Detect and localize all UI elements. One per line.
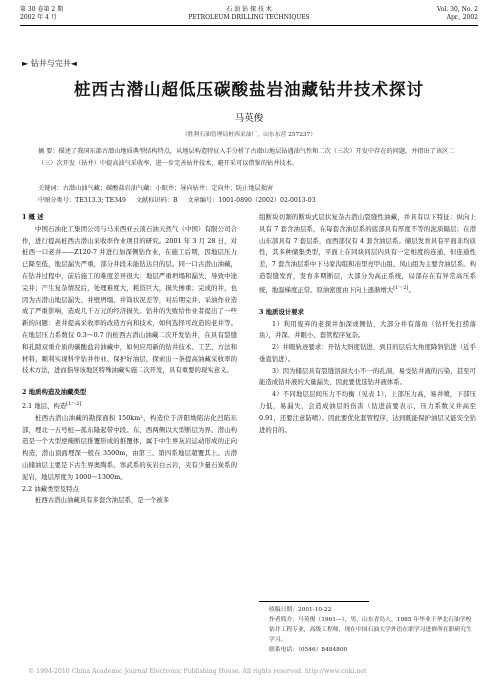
keywords-text: 古潜山油气藏；碳酸盐岩油气藏；小眼井；导向钻井；定向井；防止地层损害 xyxy=(62,185,274,192)
paper-title: 桩西古潜山超低压碳酸盐岩油藏钻井技术探讨 xyxy=(74,80,424,99)
section-heading-1: 1 概 述 xyxy=(22,213,44,221)
body-column-left xyxy=(22,212,237,507)
journal-name: 石 油 钻 探 技 术 PETROLEUM DRILLING TECHNIQUES xyxy=(188,6,310,21)
paragraph: 桩西古潜山油藏具有多套含油层系，是一个被多 xyxy=(35,496,170,505)
section-heading-3: 3 地质设计要求 xyxy=(259,307,305,316)
citation: [1～2] xyxy=(66,400,82,407)
list-item: 4）不同地层层间压力不均衡（见表 1），上部压力高，易井喷，下部压力低，易漏失，会造成油层的伤害（钻进前要表示，压力系数又井高至 0.91，还要注意防喷）。因此要优化套管程序，达到既能保护油层又能安全钻进的目的。 xyxy=(259,390,476,434)
document-code: 文献标识码：B xyxy=(135,197,178,204)
received-date: 收稿日期：2001-10-22 xyxy=(269,607,332,613)
paragraph: 组断块切割的断块式层状复杂古潜山裂缝性油藏，并具有以下特征：纵向上具有 7 套含油层系，在每套含油层系的底部具有厚度不等的泥质隔层；在潜山东部具有 7 套层系，而西部仅有 4 套含油层系。储层发育具有平面非均质性，其多种储集类型，平面上在同块同层内具有一定相度的连通，但连通性差，7 套含油层系中下马家沟组和冶里亮甲山组、凤山组为主要含油层系。构造裂缝发育，发育多期断层，大部分为高正系统，局部存在有异常高压系统，地温梯度正常。原油密度由下向上逐渐增大[1～2]。 xyxy=(259,213,476,294)
keywords-label: 关键词： xyxy=(38,185,63,192)
citation: [1～2] xyxy=(393,284,409,291)
subsection-heading-2-1: 2.1 地层、构造[1～2] xyxy=(22,400,82,411)
header-rule xyxy=(20,25,478,26)
article-meta xyxy=(38,183,460,207)
clc-number: 中图分类号：TE313.3; TE349 xyxy=(38,197,126,204)
journal-volume: 第 30 卷第 2 期 2002 年 4 月 xyxy=(20,6,64,21)
journal-volume-en: Vol. 30, No. 2 Apr., 2002 xyxy=(437,6,478,21)
footnote xyxy=(259,601,476,655)
list-item: 3）因为储层具有裂缝溶洞大小不一的孔洞，易受钻井液的污染，甚至可能造成钻井液的大量漏失，因此要优选钻井液体系。 xyxy=(259,366,476,387)
list-item: 2）井眼轨迹要求：开钻大斜度钻进，到目的层后大角度降斜钻进（近乎垂直钻进）。 xyxy=(259,343,476,363)
author-bio: 作者简介：马英俊（1961—），男，山东青岛人，1985 年毕业于华北石油学校钻井工程专业，高级工程师，现在中国石油大学外语在职学习进修所在职研究生学习。 xyxy=(269,617,472,643)
classification-row xyxy=(38,195,460,207)
contact-phone: 联系电话：（0546）8484800 xyxy=(269,647,348,653)
section-tag: ► 钻井与完井◄ xyxy=(22,59,77,68)
paragraph: 桩西古潜山油藏的勘探面积 150km²，构造位于济阳坳陷沾化凹陷东部，埋北一五号桩—孤东隆起带中段。东、西两侧以大型断层为界。潜山构造是一个大型逆掩断层推覆形成的推覆体，属于中生界灰岩运动形成的正向构造，潜山顶面埋深一般在 3500m，由第三、第四系地层超覆其上。古潜山储油层主要是下古生界奥陶系、寒武系的灰岩白云岩，夹有少量石炭系的泥岩，地层厚度为 1000～1300m。 xyxy=(22,413,237,481)
author-name: 马英俊 xyxy=(234,113,264,124)
copyright-footer: © 1994-2010 China Academic Journal Electronic Publishing House. All rights reserved. http://www.cnki.net xyxy=(28,668,367,675)
author-affiliation: （胜利石油管理局桩西采油厂，山东东营 257237） xyxy=(181,132,317,138)
section-heading-2: 2 地质构造及油藏类型 xyxy=(22,388,87,397)
keywords xyxy=(38,183,460,195)
footnote-rule xyxy=(259,601,369,602)
body-column-right xyxy=(259,212,476,436)
article-number: 文章编号：1001-0890（2002）02-0013-03 xyxy=(187,197,316,204)
abstract-text: 描述了我国东部古潜山地质典型结构特点，从地层构造特征入手分析了古潜山地层钻遇油气性和二次（三次）开发中存在的问题，并指出了该区二（三）次开发（钻井）中提高油气采收率，进一步完善钻井技术，避开采可以借鉴的钻井技术。 xyxy=(38,148,455,167)
abstract-label: 摘 要： xyxy=(38,148,59,155)
subsection-heading-2-2: 2.2 油藏类型及特点 xyxy=(22,484,79,493)
paragraph: 中国石油化工集团公司与马来西亚云顶石油天然气（中国）有限公司合作，进行提高桩西古潜山采收率作业项目的研究。2001 年 3 月 28 日，对桩西一口老井——Z120-7 井进行加深侧钻作业，在施工后期，因地层压力已降至低，地层漏失严重，部分井段未能钻达目的层。同一口古潜山油藏，在钻井过程中，前后施工的难度差异很大：地层严重坍塌和漏失，导致中途完井；产生复杂情况后，处理难度大，耗资巨大，损失惨重；完成的井，也因为古潜山地层漏失、井壁坍塌、井筒状况差等，对后期完井、采油作业造成了严重影响，造成几千万元的经济损失。钻井的失败给作业者提出了一些新的问题：老井提高采收率的改造方向和技术，如何选择可改造的老井等。在地层压力系数仅 0.3～0.7 的桩西古潜山油藏二次开发钻井，在具有裂缝和孔隙双重介质的碳酸盐岩油藏中，如何应用新的钻井技术、工艺、方法和材料，顺利实现科学钻井作业、保护好油层，探索出一条提高油藏采收率的技术方法，进而指导该地区特殊油藏实施二次开发，具有重要的现实意义。 xyxy=(22,224,237,375)
abstract xyxy=(38,146,460,170)
list-item: 1）利用废弃的老探井加深或侧钻，大部分井有落鱼（钻杆先打捞落鱼），井深、井眼小、套管程序复杂。 xyxy=(259,319,476,340)
